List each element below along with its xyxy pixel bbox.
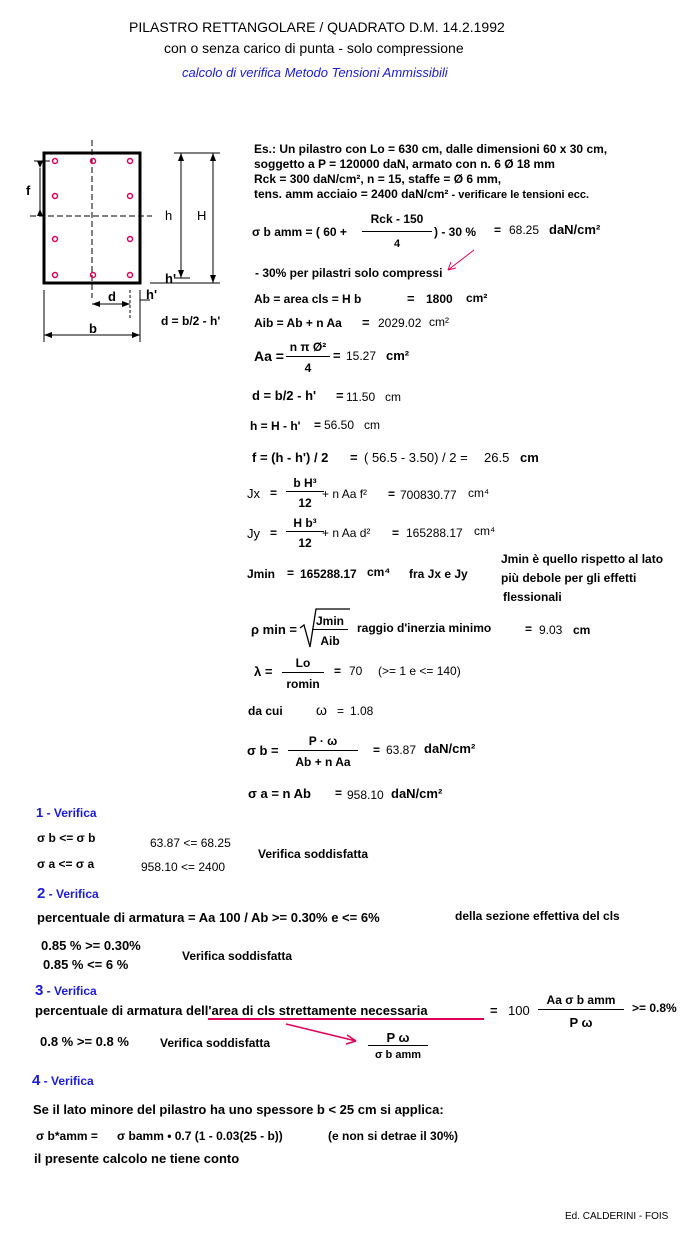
jx-rest: + n Aa f² — [322, 487, 368, 501]
v4-formula-note: (e non si detrae il 30%) — [328, 1129, 459, 1143]
aa-unit: cm² — [386, 348, 410, 363]
aa-value: 15.27 — [346, 349, 377, 363]
jy-num: H b³ — [293, 516, 317, 530]
v3-eq: = — [490, 1003, 498, 1018]
v1-result: Verifica soddisfatta — [258, 847, 369, 861]
dim-f-label: f — [26, 183, 31, 198]
sigmaa-value: 958.10 — [347, 788, 384, 802]
v1-row2-value: 958.10 <= 2400 — [141, 860, 226, 874]
jy-den: 12 — [298, 536, 312, 550]
verifica-1-heading: 1 - Verifica — [36, 805, 97, 820]
v2-row1: 0.85 % >= 0.30% — [41, 938, 141, 953]
ab-eq: = — [407, 291, 415, 306]
d-unit: cm — [385, 390, 401, 404]
aib-label: Aib = Ab + n Aa — [254, 316, 342, 330]
jmin-note-3: flessionali — [503, 590, 562, 604]
f-eq: = — [350, 450, 358, 465]
v3-den-b: σ b amm — [374, 1049, 422, 1061]
sigmab-unit: daN/cm² — [424, 741, 476, 756]
v3-num-b: P ω — [386, 1030, 410, 1045]
lambda-value: 70 — [349, 664, 363, 678]
d-eq: = — [336, 388, 344, 403]
lambda-den: romin — [286, 677, 320, 691]
jy-eq: = — [270, 526, 278, 540]
jmin-note-1: Jmin è quello rispetto al lato — [501, 552, 664, 566]
v3-row1: 0.8 % >= 0.8 % — [40, 1034, 129, 1049]
sbamm-eq: = — [494, 223, 502, 237]
sbamm-lhs: σ b amm = ( 60 + — [252, 225, 347, 239]
jmin-fra: fra Jx e Jy — [409, 567, 468, 581]
rho-value: 9.03 — [539, 623, 563, 637]
sigmab-eq: = — [373, 743, 381, 757]
v3-line: percentuale di armatura dell'area di cls strettamente necessaria — [35, 1003, 428, 1018]
ab-unit: cm² — [466, 291, 488, 305]
jx-eq2: = — [388, 487, 396, 501]
jy-unit: cm⁴ — [474, 524, 496, 538]
jx-label: Jx — [247, 486, 260, 501]
d-label: d = b/2 - h' — [252, 388, 317, 403]
dim-hp2-label: h' — [146, 287, 158, 302]
jx-unit: cm⁴ — [468, 486, 490, 500]
dim-b-label: b — [89, 321, 97, 336]
v4-formula-lhs: σ b*amm = — [36, 1129, 98, 1143]
v2-result: Verifica soddisfatta — [182, 949, 293, 963]
rho-den: Aib — [320, 634, 340, 648]
jy-value: 165288.17 — [406, 526, 463, 540]
method-subtitle: calcolo di verifica Metodo Tensioni Ammissibili — [182, 65, 448, 80]
f-expr: ( 56.5 - 3.50) / 2 = — [364, 450, 468, 465]
aa-eq: = — [333, 348, 341, 363]
lambda-label: λ = — [254, 664, 273, 679]
sigmaa-label: σ a = n Ab — [248, 786, 311, 801]
v2-line: percentuale di armatura = Aa 100 / Ab >= 0.30% e <= 6% — [37, 910, 380, 925]
example-line-4: tens. amm acciaio = 2400 daN/cm² - verificare le tensioni ecc. — [254, 187, 590, 201]
page-subtitle: con o senza carico di punta - solo compressione — [164, 40, 464, 56]
note-30-percent: - 30% per pilastri solo compressi — [255, 266, 443, 280]
example-line-3: Rck = 300 daN/cm², n = 15, staffe = Ø 6 mm, — [254, 172, 502, 186]
v1-row1-value: 63.87 <= 68.25 — [150, 836, 231, 850]
omega-symbol: ω — [316, 702, 327, 718]
verifica-4-heading: 4 - Verifica — [32, 1072, 94, 1089]
jmin-note-2: più debole per gli effetti — [501, 571, 637, 585]
f-label: f = (h - h') / 2 — [252, 450, 329, 465]
dim-d-label: d — [108, 289, 116, 304]
v4-line-3: il presente calcolo ne tiene conto — [34, 1151, 240, 1166]
h-unit: cm — [364, 418, 380, 432]
jmin-eq: = — [287, 566, 295, 580]
jx-den: 12 — [298, 496, 312, 510]
jmin-unit: cm⁴ — [367, 565, 391, 579]
sigmaa-eq: = — [335, 786, 343, 800]
h-label: h = H - h' — [250, 419, 301, 433]
sbamm-num: Rck - 150 — [370, 212, 424, 226]
v3-100: 100 — [508, 1003, 530, 1018]
sigmab-num: P · ω — [308, 734, 338, 748]
v4-line-1: Se il lato minore del pilastro ha uno spessore b < 25 cm si applica: — [33, 1102, 444, 1117]
jy-eq2: = — [392, 526, 400, 540]
dim-H-label: H — [197, 208, 207, 223]
v1-row2-label: σ a <= σ a — [37, 857, 95, 871]
h-eq: = — [314, 418, 322, 432]
aib-unit: cm² — [429, 315, 449, 329]
jmin-label: Jmin — [247, 567, 276, 581]
rho-label: ρ min = — [251, 622, 297, 637]
v3-den-a: P ω — [569, 1015, 593, 1030]
omega-value: 1.08 — [350, 704, 374, 718]
sbamm-unit: daN/cm² — [549, 222, 601, 237]
lambda-eq: = — [334, 664, 342, 678]
rho-num: Jmin — [315, 614, 344, 628]
example-line-1: Es.: Un pilastro con Lo = 630 cm, dalle dimensioni 60 x 30 cm, — [254, 142, 608, 156]
v3-underlined: dell'area di cls strettamente necessaria — [186, 1003, 428, 1018]
jy-label: Jy — [247, 526, 260, 541]
v3-result: Verifica soddisfatta — [160, 1036, 271, 1050]
sigmab-label: σ b = — [247, 743, 279, 758]
v2-line-b: della sezione effettiva del cls — [455, 909, 620, 923]
jy-rest: + n Aa d² — [322, 526, 371, 540]
v3-ge: >= 0.8% — [632, 1001, 677, 1015]
f-unit: cm — [520, 450, 539, 465]
ab-value: 1800 — [426, 292, 453, 306]
h-value: 56.50 — [324, 418, 355, 432]
sigmab-den: Ab + n Aa — [295, 755, 351, 769]
sbamm-den: 4 — [393, 238, 401, 250]
page-title: PILASTRO RETTANGOLARE / QUADRATO D.M. 14.2.1992 — [129, 19, 505, 35]
omega-eq: = — [337, 704, 345, 718]
dim-hp-label: h' — [165, 271, 177, 286]
rho-unit: cm — [573, 623, 591, 637]
example-line-2: soggetto a P = 120000 daN, armato con n. 6 Ø 18 mm — [254, 157, 555, 171]
verifica-2-heading: 2 - Verifica — [37, 885, 99, 902]
jx-eq: = — [270, 486, 278, 500]
v4-formula-rhs: σ bamm • 0.7 (1 - 0.03(25 - b)) — [117, 1129, 283, 1143]
v3-num-a: Aa σ b amm — [546, 993, 616, 1007]
aib-value: 2029.02 — [378, 316, 422, 330]
lambda-num: Lo — [295, 656, 311, 670]
d-formula: d = b/2 - h' — [161, 314, 221, 328]
aa-num: n π Ø² — [289, 340, 327, 354]
aa-label: Aa = — [254, 348, 284, 364]
f-value: 26.5 — [484, 450, 510, 465]
v1-row1-label: σ b <= σ b — [37, 831, 96, 845]
v2-row2: 0.85 % <= 6 % — [43, 957, 129, 972]
aa-den: 4 — [304, 361, 312, 375]
dim-h-label: h — [165, 208, 173, 223]
rho-eq: = — [525, 622, 533, 636]
verifica-3-heading: 3 - Verifica — [35, 982, 97, 999]
ab-label: Ab = area cls = H b — [254, 292, 362, 306]
v3-fracline-b — [368, 1045, 428, 1046]
sigmaa-unit: daN/cm² — [391, 786, 443, 801]
d-value: 11.50 — [346, 390, 376, 404]
sbamm-value: 68.25 — [509, 223, 540, 237]
jmin-value: 165288.17 — [300, 567, 357, 581]
sigmab-value: 63.87 — [386, 743, 417, 757]
omega-prefix: da cui — [248, 704, 283, 718]
footer-credit: Ed. CALDERINI - FOIS — [565, 1211, 669, 1222]
jx-num: b H³ — [293, 476, 317, 490]
lambda-range: (>= 1 e <= 140) — [378, 664, 461, 678]
rho-text: raggio d'inerzia minimo — [357, 621, 492, 635]
sbamm-rhs: ) - 30 % — [434, 225, 477, 239]
jx-value: 700830.77 — [400, 488, 457, 502]
aib-eq: = — [362, 315, 370, 330]
